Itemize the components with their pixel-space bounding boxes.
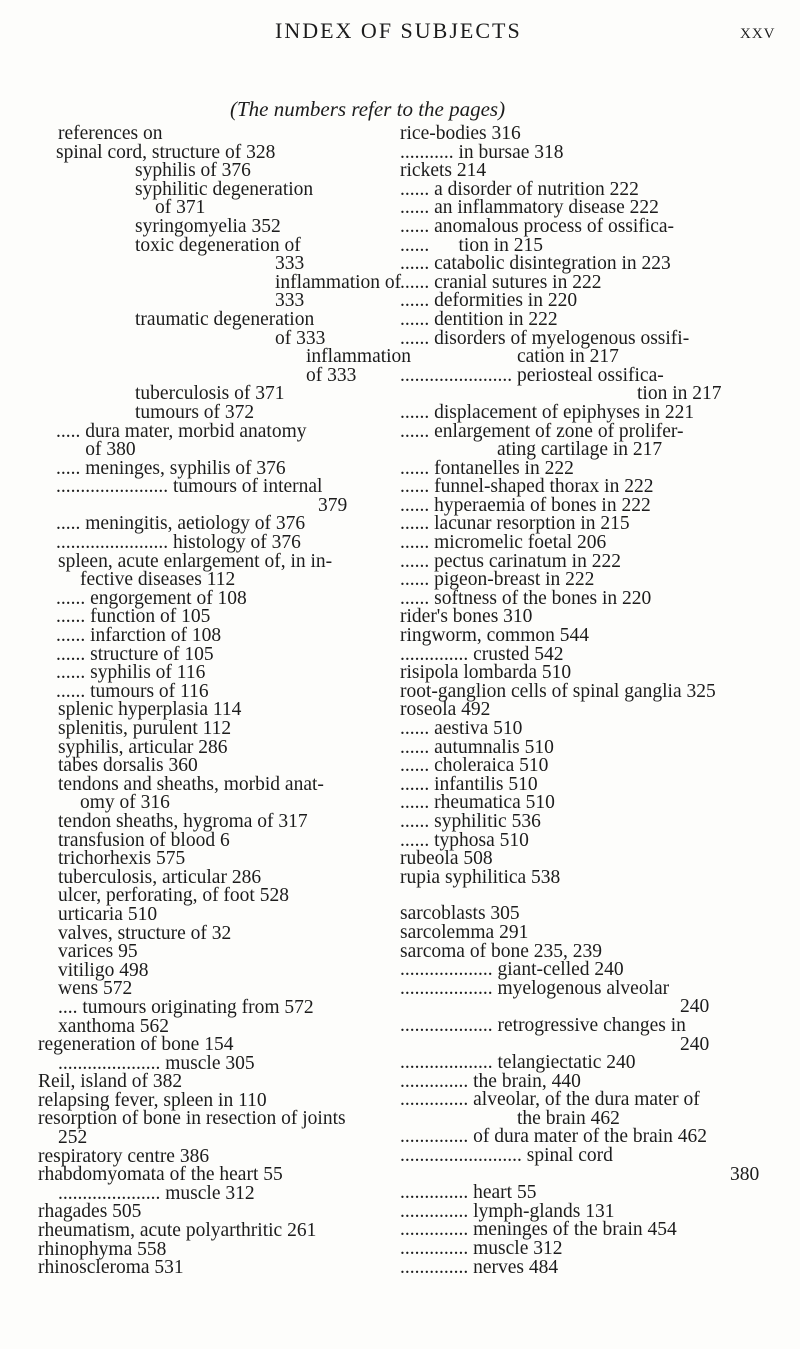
index-entry-text: rubeola 508	[400, 848, 493, 870]
index-entry-text: splenitis, purulent 112	[58, 718, 232, 739]
index-entry-text: ...... an inflammatory disease 222	[400, 197, 659, 219]
index-entry-text: ...... pectus carinatum in 222	[400, 550, 621, 572]
index-entry-text: 333	[275, 290, 305, 312]
index-entry-text: wens 572	[58, 978, 133, 1000]
index-entry-text: sarcoma of bone 235, 239	[400, 940, 602, 962]
index-entry-text: tendons and sheaths, morbid anat-	[58, 773, 324, 795]
index-entry-text: 379	[318, 494, 348, 516]
index-entry-text: ating cartilage in 217	[497, 439, 663, 461]
index-entry	[400, 866, 772, 888]
index-entry-text: ...... typhosa 510	[400, 829, 529, 851]
index-entry-text: ...... choleraica 510	[400, 755, 549, 777]
index-entry-text: roseola 492	[400, 699, 491, 721]
index-entry-text: ...... anomalous process of ossifica-	[400, 215, 675, 237]
index-entry-text: of 371	[155, 197, 206, 219]
index-entry-text: resorption of bone in resection of joints	[38, 1108, 346, 1130]
index-entry-text: ....................... periosteal ossifica-	[400, 364, 664, 386]
index-entry-text: .............. the brain, 440	[400, 1070, 581, 1092]
index-entry-text: ulcer, perforating, of foot 528	[58, 885, 289, 907]
index-entry-text: ...... cranial sutures in 222	[400, 271, 602, 293]
index-entry	[38, 178, 388, 200]
index-entry-text: ...... lacunar resorption in 215	[400, 513, 630, 535]
index-entry-text: inflammation	[306, 346, 412, 368]
index-entry-text: .............. muscle 312	[400, 1238, 563, 1260]
index-entry-text: ...... structure of 105	[56, 643, 214, 665]
index-entry-text: ...... function of 105	[56, 606, 211, 628]
index-entry-text: ...... enlargement of zone of prolifer-	[400, 420, 684, 442]
index-entry-text: of 333	[306, 364, 357, 386]
index-entry-text: tuberculosis, articular 286	[58, 866, 262, 888]
index-entry-text: splenic hyperplasia 114	[58, 699, 242, 721]
index-entry	[38, 308, 388, 330]
index-entry-text: ...... rheumatica 510	[400, 792, 555, 814]
index-subtitle: (The numbers refer to the pages)	[230, 97, 506, 121]
index-entry-text: ........... in bursae 318	[400, 141, 564, 163]
index-entry-text: syphilis, articular 286	[58, 736, 228, 758]
index-entry-text: the brain 462	[517, 1107, 620, 1129]
index-entry-text: varices 95	[58, 941, 138, 963]
index-entry-text: ..... meningitis, aetiology of 376	[56, 513, 306, 535]
index-entry-text: spleen, acute enlargement of, in in-	[58, 550, 333, 572]
index-entry-text: .............. alveolar, of the dura mater of	[400, 1089, 700, 1111]
index-entry-text: 252	[58, 1127, 88, 1149]
index-entry-text: transfusion of blood 6	[58, 829, 230, 851]
index-entry	[38, 234, 388, 256]
index-entry-text: tumours of 372	[135, 401, 255, 423]
page-header	[0, 18, 800, 58]
index-entry-text: .............. heart 55	[400, 1182, 537, 1204]
index-entry-text: ringworm, common 544	[400, 625, 590, 647]
index-entry-text: ..................... muscle 305	[58, 1052, 255, 1074]
index-column-left	[38, 123, 412, 1279]
index-entry-text: valves, structure of 32	[58, 922, 232, 944]
index-entry-text: ...... funnel-shaped thorax in 222	[400, 476, 654, 498]
index-entry-text: syphilis of 376	[135, 160, 251, 182]
index-entry-text: rhinoscleroma 531	[38, 1257, 184, 1279]
index-entry-text: ...... autumnalis 510	[400, 736, 554, 758]
index-entry-text: ................... telangiectatic 240	[400, 1052, 636, 1074]
index-entry-text: traumatic degeneration	[135, 308, 315, 330]
index-entry-text: ...... pigeon-breast in 222	[400, 569, 595, 591]
index-entry-text: ...... tion in 215	[400, 234, 544, 256]
index-entry-text: ..................... muscle 312	[58, 1182, 255, 1204]
index-entry-text: regeneration of bone 154	[38, 1034, 234, 1056]
index-entry-text: .............. lymph-glands 131	[400, 1200, 615, 1222]
index-entry-text: tabes dorsalis 360	[58, 755, 198, 777]
index-entry-text: ...... aestiva 510	[400, 718, 523, 739]
index-entry-text: relapsing fever, spleen in 110	[38, 1089, 267, 1111]
index-entry-text: ...... disorders of myelogenous ossifi-	[400, 327, 690, 349]
index-entry-text: cation in 217	[517, 346, 619, 368]
index-entry-text: Reil, island of 382	[38, 1071, 183, 1093]
index-entry-text: ................... myelogenous alveolar	[400, 977, 670, 999]
index-entry-text: ................... retrogressive changes in	[400, 1014, 686, 1036]
index-entry-text: rheumatism, acute polyarthritic 261	[38, 1220, 317, 1242]
index-entry-text: fective diseases 112	[80, 569, 236, 591]
index-entry-text: ...... displacement of epiphyses in 221	[400, 401, 695, 423]
index-entry	[38, 271, 402, 293]
index-entry-text: ...... infarction of 108	[56, 625, 222, 647]
index-entry-text: urticaria 510	[58, 903, 158, 925]
index-entry-text: ...... micromelic foetal 206	[400, 532, 607, 554]
index-entry-text: tendon sheaths, hygroma of 317	[58, 810, 308, 832]
index-entry-text: ...... syphilis of 116	[56, 662, 206, 684]
index-entry-text: ....................... tumours of internal	[56, 476, 323, 498]
index-entry-text: ...... fontanelles in 222	[400, 457, 574, 479]
index-entry-text: tion in 217	[637, 383, 722, 405]
index-entry-text: toxic degeneration of	[135, 234, 301, 256]
index-entry-text: references on	[58, 123, 163, 144]
index-entry-text: of 333	[275, 327, 326, 349]
index-entry-text: ...... infantilis 510	[400, 773, 538, 795]
index-entry	[400, 1256, 772, 1278]
index-entry-text: .............. nerves 484	[400, 1256, 559, 1278]
index-entry-text: trichorhexis 575	[58, 848, 186, 870]
index-entry-text: risipola lombarda 510	[400, 662, 572, 684]
index-entry-text: sarcoblasts 305	[400, 903, 520, 925]
index-entry-text: ...... deformities in 220	[400, 290, 578, 312]
index-entry-text: 240	[680, 996, 710, 1018]
index-entry-text: ...... hyperaemia of bones in 222	[400, 494, 651, 516]
index-entry-text: ...... tumours of 116	[56, 680, 209, 702]
index-entry-text: .... tumours originating from 572	[58, 996, 314, 1018]
index-entry-text: .............. of dura mater of the brain 462	[400, 1126, 708, 1148]
index-entry-text: xanthoma 562	[58, 1015, 170, 1037]
index-entry-text: root-ganglion cells of spinal ganglia 325	[400, 680, 716, 702]
running-title: INDEX OF SUBJECTS	[275, 18, 522, 43]
index-entry-text: vitiligo 498	[58, 959, 149, 981]
index-entry-text: 333	[275, 253, 305, 275]
index-entry-text: 380	[730, 1163, 760, 1185]
index-entry-text: syringomyelia 352	[135, 215, 281, 237]
index-entry-text: ...... a disorder of nutrition 222	[400, 178, 639, 200]
index-entry-text: ...... softness of the bones in 220	[400, 587, 652, 609]
index-entry-text: rhinophyma 558	[38, 1238, 167, 1260]
index-entry-text: tuberculosis of 371	[135, 383, 285, 405]
index-column-right	[400, 125, 772, 1277]
index-entry-text: syphilitic degeneration	[135, 178, 314, 200]
page-number: xxv	[740, 18, 776, 43]
index-entry-text: 240	[680, 1033, 710, 1055]
index-entry-text: .............. crusted 542	[400, 643, 564, 665]
index-entry-text: ...... dentition in 222	[400, 308, 558, 330]
index-entry-text: ......................... spinal cord	[400, 1145, 613, 1167]
index-entry-text: rider's bones 310	[400, 606, 533, 628]
index-entry-text: ...... engorgement of 108	[56, 587, 247, 609]
index-entry-text: rupia syphilitica 538	[400, 866, 561, 888]
index-entry-text: rhagades 505	[38, 1201, 142, 1223]
index-entry-text: ...... syphilitic 536	[400, 810, 541, 832]
index-entry-text: ...... catabolic disintegration in 223	[400, 253, 671, 275]
index-entry-text: sarcolemma 291	[400, 921, 529, 943]
index-entry-text: respiratory centre 386	[38, 1145, 210, 1167]
index-entry-text: rhabdomyomata of the heart 55	[38, 1164, 283, 1186]
index-entry	[400, 1147, 772, 1166]
index-entry	[400, 977, 772, 999]
index-entry-text: ................... giant-celled 240	[400, 959, 624, 981]
index-entry	[38, 1110, 388, 1129]
index-entry	[38, 1259, 388, 1278]
index-entry-text: spinal cord, structure of 328	[56, 141, 276, 163]
index-entry	[400, 1014, 772, 1036]
index-entry-text: inflammation of	[275, 271, 402, 293]
index-entry-text: omy of 316	[80, 792, 170, 814]
index-entry-text: rickets 214	[400, 160, 487, 182]
index-entry-text: ....................... histology of 376	[56, 532, 301, 554]
index-entry-text: .............. meninges of the brain 454	[400, 1219, 677, 1241]
index-entry-text: of 380	[56, 439, 136, 461]
index-entry-text: ..... dura mater, morbid anatomy	[56, 420, 307, 442]
index-entry-text: ..... meninges, syphilis of 376	[56, 457, 286, 479]
index-entry-text: rice-bodies 316	[400, 123, 521, 144]
